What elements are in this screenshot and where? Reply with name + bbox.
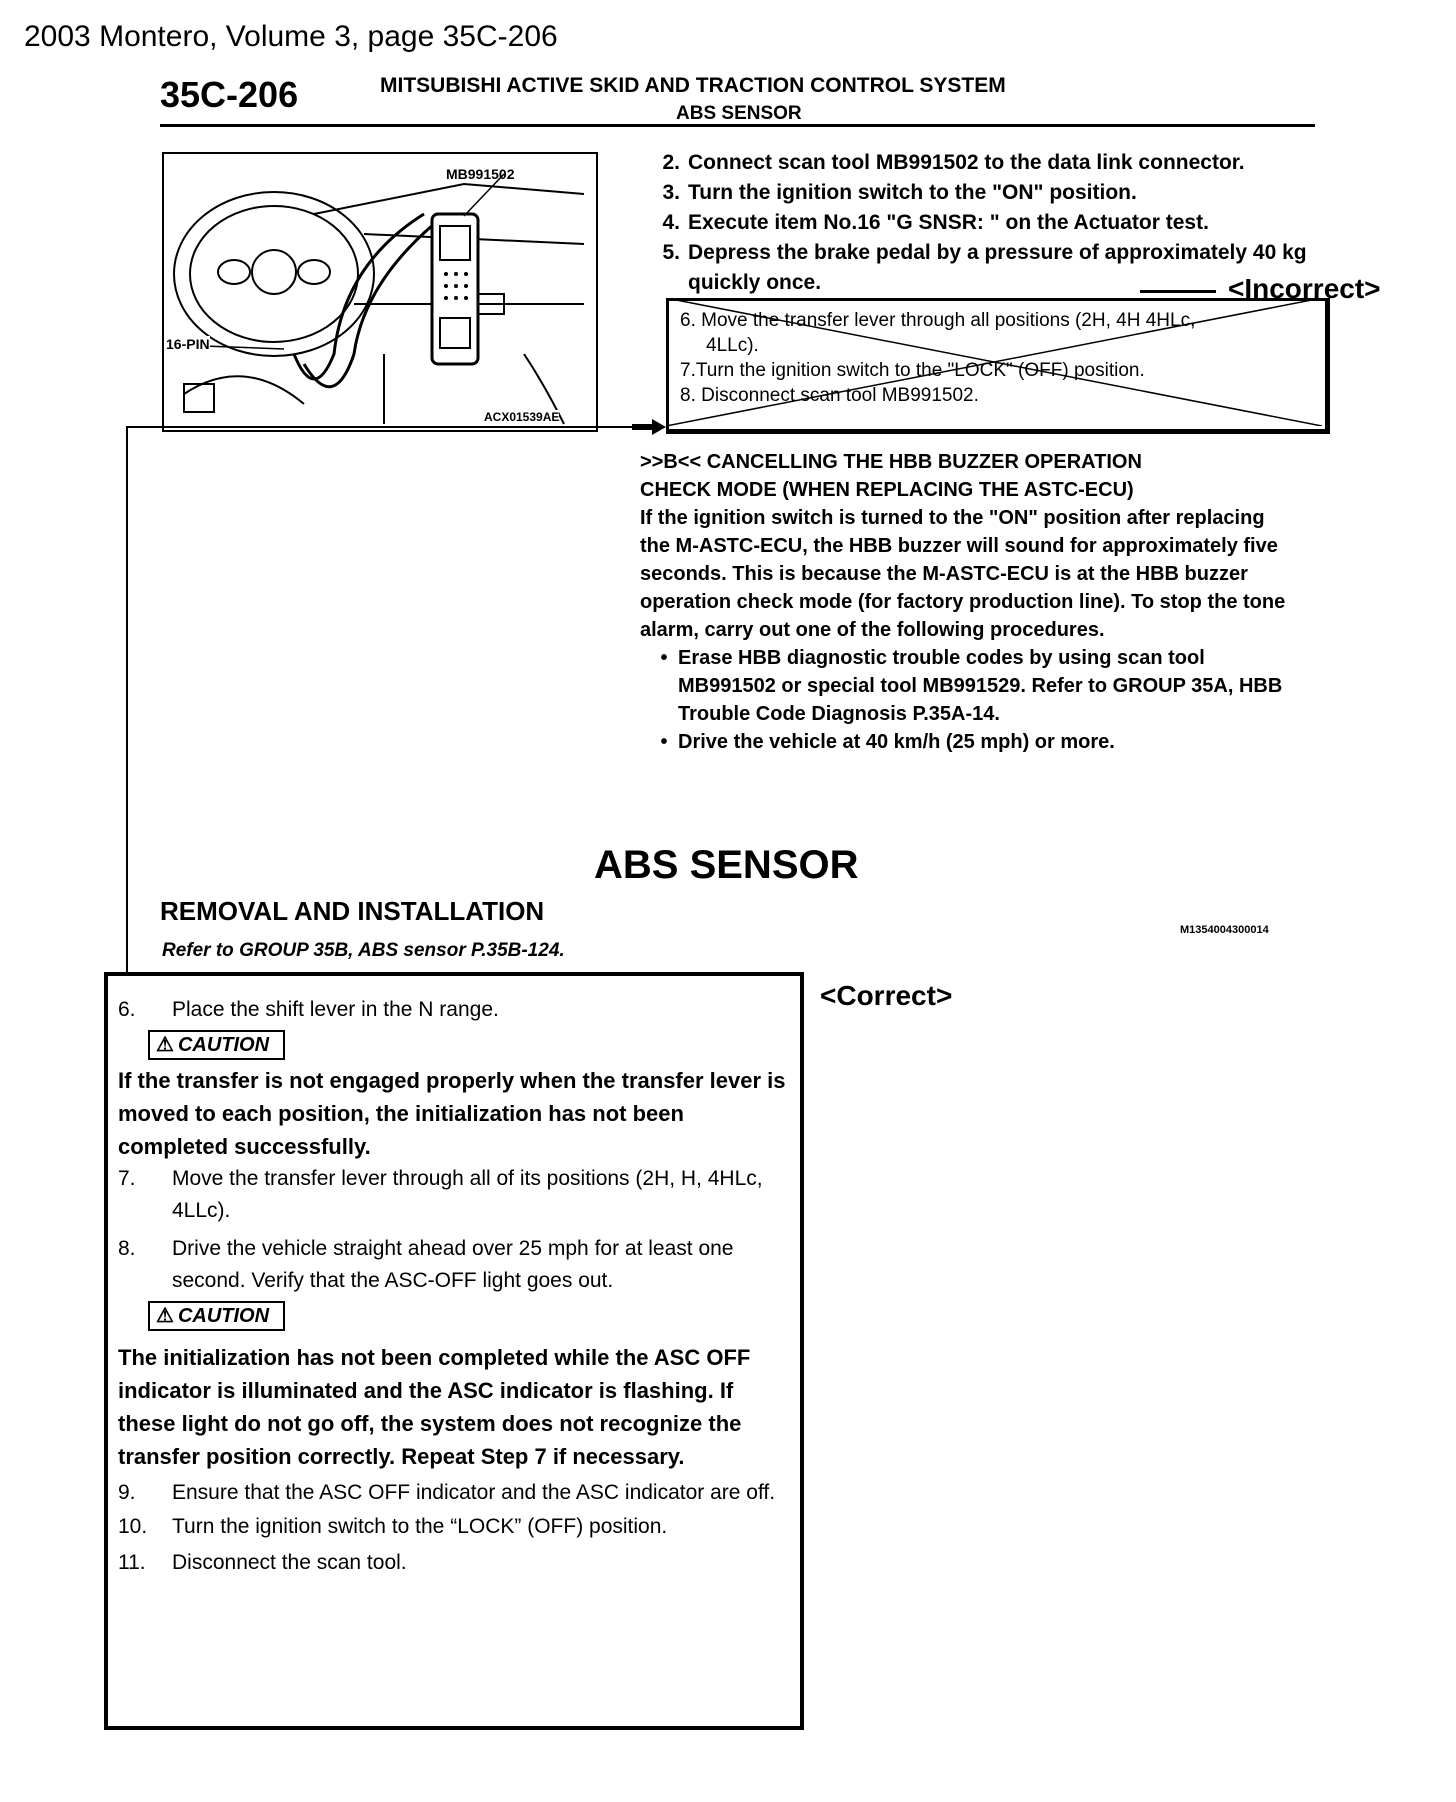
step-5: 5. Depress the brake pedal by a pressure of approximately 40 kg quickly once. [662,241,1307,294]
page-header: 2003 Montero, Volume 3, page 35C-206 [24,20,558,53]
incorrect-step-8: 8. Disconnect scan tool MB991502. [680,385,979,406]
step-2: 2. Connect scan tool MB991502 to the data link connector. [662,151,1245,174]
strikethrough-cross-icon [666,298,1322,426]
hbb-body: If the ignition switch is turned to the "ON" position after replacing the M-ASTC-ECU, the HBB buzzer will sound for approximately five seconds. This is because the M-ASTC-ECU is at the HBB buzzer operation check mode (for factory production line). To stop the tone alarm, carry out one of the following procedures. [640,507,1286,641]
connector-horizontal-line [126,426,640,428]
incorrect-step-7: 7.Turn the ignition switch to the "LOCK" (OFF) position. [680,360,1145,381]
dashboard-illustration [164,154,596,430]
refer-text: Refer to GROUP 35B, ABS sensor P.35B-124. [162,940,565,961]
hbb-bullet: • Drive the vehicle at 40 km/h (25 mph) or more. [660,731,1115,753]
incorrect-step-6: 6. Move the transfer lever through all positions (2H, 4H 4HLc, [680,310,1196,331]
correct-label: <Correct> [820,980,953,1011]
abs-sensor-title: ABS SENSOR [594,843,859,887]
incorrect-underline [1140,290,1216,293]
figure-code: ACX01539AE [484,410,560,424]
correct-step-8: 8. Drive the vehicle straight ahead over 25 mph for at least one second. Verify that the ASC-OFF light goes out. [118,1237,734,1292]
document-code: M1354004300014 [1180,924,1269,936]
incorrect-label: <Incorrect> [1228,273,1381,304]
warning-triangle-icon: ⚠ [156,1305,174,1327]
header-rule [160,124,1315,127]
correct-step-9: 9. Ensure that the ASC OFF indicator and the ASC indicator are off. [118,1481,776,1504]
caution-text-1: If the transfer is not engaged properly when the transfer lever is moved to each position, the initialization has not been completed successfully. [118,1068,786,1159]
step-4: 4. Execute item No.16 "G SNSR: " on the Actuator test. [662,211,1209,234]
correct-step-6: 6. Place the shift lever in the N range. [118,998,499,1021]
hbb-bullet: • Erase HBB diagnostic trouble codes by using scan tool MB991502 or special tool MB991529. Refer to GROUP 35A, HBB Trouble Code Diagnosis P.35A-14. [660,647,1283,725]
hbb-heading-line1: >>B<< CANCELLING THE HBB BUZZER OPERATION [640,451,1142,473]
connector-vertical-line [126,426,128,972]
caution-text-2: The initialization has not been completed while the ASC OFF indicator is illuminated and the ASC indicator is flashing. If these light do not go off, the system does not recognize the transfer position correctly. Repeat Step 7 if necessary. [118,1345,751,1469]
connector-arrow-icon [632,419,666,435]
caution-badge: ⚠ CAUTION [148,1301,285,1331]
removal-title: REMOVAL AND INSTALLATION [160,896,545,926]
hbb-section [640,448,1300,756]
figure-tool-label: MB991502 [446,166,515,182]
page-number: 35C-206 [160,74,299,115]
step-3: 3. Turn the ignition switch to the "ON" position. [662,181,1137,204]
doc-title: MITSUBISHI ACTIVE SKID AND TRACTION CONTROL SYSTEM [380,74,1006,97]
figure-pin-label: 16-PIN [166,336,210,352]
doc-subtitle: ABS SENSOR [676,103,802,124]
correct-step-10: 10. Turn the ignition switch to the “LOCK” (OFF) position. [118,1515,668,1538]
steps-top-list [648,148,1318,298]
scan-tool-figure [162,152,598,432]
correct-steps [118,994,794,1581]
hbb-heading-line2: CHECK MODE (WHEN REPLACING THE ASTC-ECU) [640,479,1134,501]
correct-step-11: 11. Disconnect the scan tool. [118,1551,407,1574]
correct-step-7: 7. Move the transfer lever through all of its positions (2H, H, 4HLc, 4LLc). [118,1167,763,1222]
incorrect-step-6-cont: 4LLc). [706,335,759,356]
caution-badge: ⚠ CAUTION [148,1030,285,1060]
warning-triangle-icon: ⚠ [156,1034,174,1056]
